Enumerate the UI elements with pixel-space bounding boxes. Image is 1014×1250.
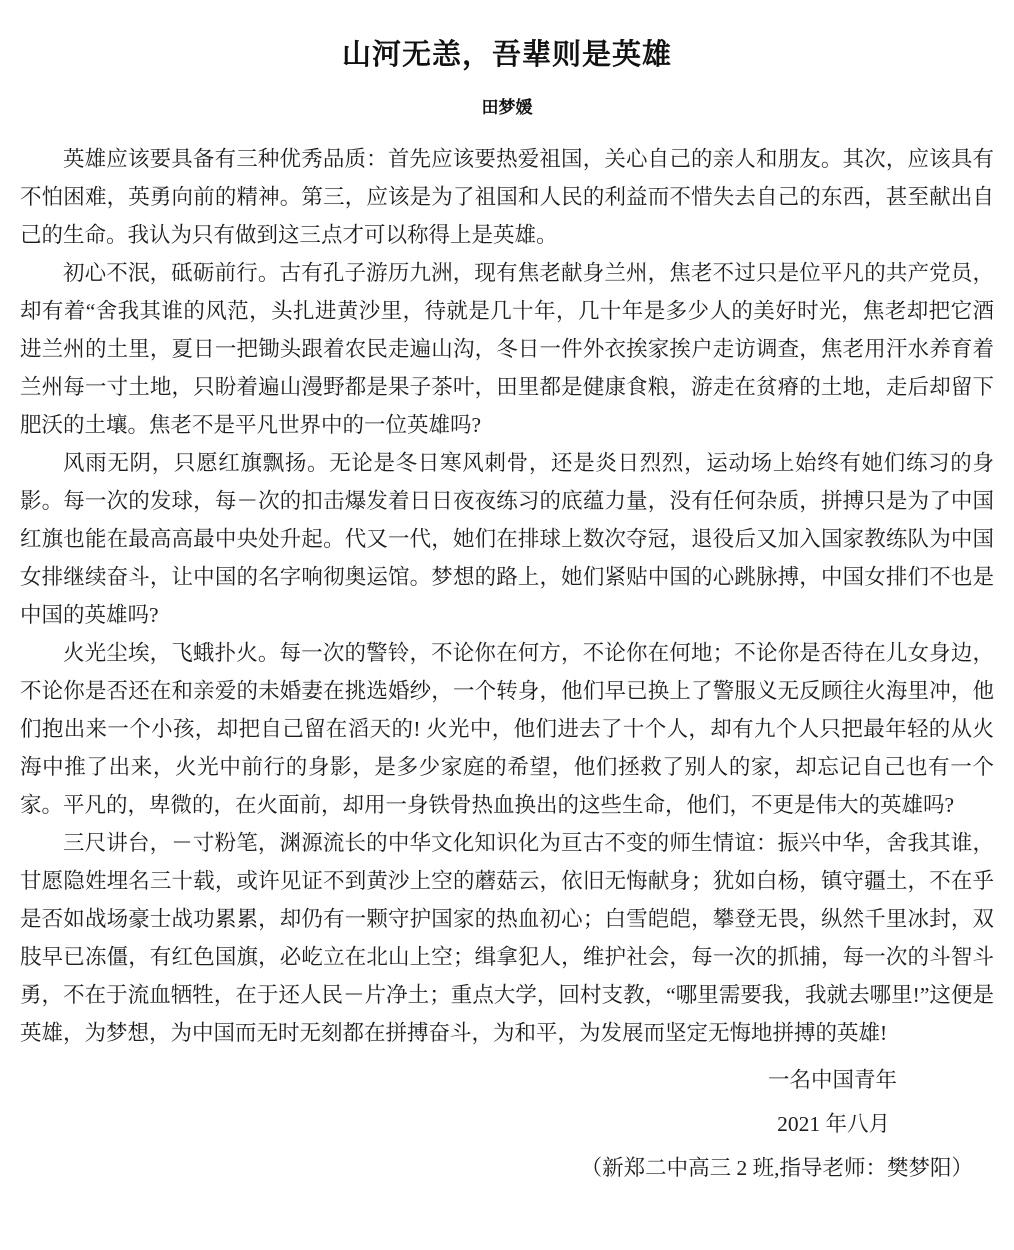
essay-paragraph: 英雄应该要具备有三种优秀品质：首先应该要热爱祖国，关心自己的亲人和朋友。其次，应该具有不怕困难，英勇向前的精神。第三，应该是为了祖国和人民的利益而不惜失去自己的东西，甚至献出自己的生命。我认为只有做到这三点才可以称得上是英雄。 <box>20 147 994 247</box>
essay-paragraph: 三尺讲台，－寸粉笔，渊源流长的中华文化知识化为亘古不变的师生情谊：振兴中华，舍我其谁，甘愿隐姓埋名三十载，或许见证不到黄沙上空的蘑菇云，依旧无悔献身；犹如白杨，镇守疆土，不在乎是否如战场豪士战功累累，却仍有一颗守护国家的热血初心；白雪皑皑，攀登无畏，纵然千里冰封，双肢早已冻僵，有红色国旗，必屹立在北山上空；缉拿犯人，维护社会，每一次的抓捕，每一次的斗智斗勇，不在于流血牺牲，在于还人民－片净土；重点大学，回村支教，“哪里需要我，我就去哪里!”这便是英雄，为梦想，为中国而无时无刻都在拼搏奋斗，为和平，为发展而坚定无悔地拼搏的英雄! <box>20 831 994 1045</box>
essay-paragraph: 初心不泯，砥砺前行。古有孔子游历九洲，现有焦老献身兰州，焦老不过只是位平凡的共产党员，却有着“舍我其谁的风范，头扎进黄沙里，待就是几十年，几十年是多少人的美好时光，焦老却把它酒进兰州的土里，夏日一把锄头跟着农民走遍山沟，冬日一件外衣挨家挨户走访调查，焦老用汗水养育着兰州每一寸土地，只盼着遍山漫野都是果子茶叶，田里都是健康食粮，游走在贫瘠的土地，走后却留下肥沃的土壤。焦老不是平凡世界中的一位英雄吗? <box>20 261 994 437</box>
essay-body <box>20 140 994 1052</box>
signature-school-line: （新郑二中高三 2 班,指导老师：樊梦阳） <box>580 1156 973 1180</box>
signature-block <box>20 1058 994 1190</box>
essay-paragraph: 火光尘埃，飞蛾扑火。每一次的警铃，不论你在何方，不论你在何地；不论你是否待在儿女身边，不论你是否还在和亲爱的未婚妻在挑选婚纱，一个转身，他们早已换上了警服义无反顾往火海里冲，他们抱出来一个小孩，却把自己留在滔天的! 火光中，他们进去了十个人，却有九个人只把最年轻的从火海中推了出来，火光中前行的身影，是多少家庭的希望，他们拯救了别人的家，却忘记自己也有一个家。平凡的，卑微的，在火面前，却用一身铁骨热血换出的这些生命，他们，不更是伟大的英雄吗? <box>20 641 994 817</box>
essay-author: 田梦媛 <box>481 98 533 118</box>
essay-paragraph: 风雨无阴，只愿红旗飘扬。无论是冬日寒风刺骨，还是炎日烈烈，运动场上始终有她们练习的身影。每一次的发球，每－次的扣击爆发着日日夜夜练习的底蕴力量，没有任何杂质，拼搏只是为了中国红旗也能在最高高最中央处升起。代又一代，她们在排球上数次夺冠，退役后又加入国家教练队为中国女排继续奋斗，让中国的名字响彻奥运馆。梦想的路上，她们紧贴中国的心跳脉搏，中国女排们不也是中国的英雄吗? <box>20 451 994 627</box>
signature-author-line: 一名中国青年 <box>767 1068 897 1092</box>
signature-date-line: 2021 年八月 <box>777 1112 890 1136</box>
essay-title: 山河无恙，吾辈则是英雄 <box>341 37 672 71</box>
